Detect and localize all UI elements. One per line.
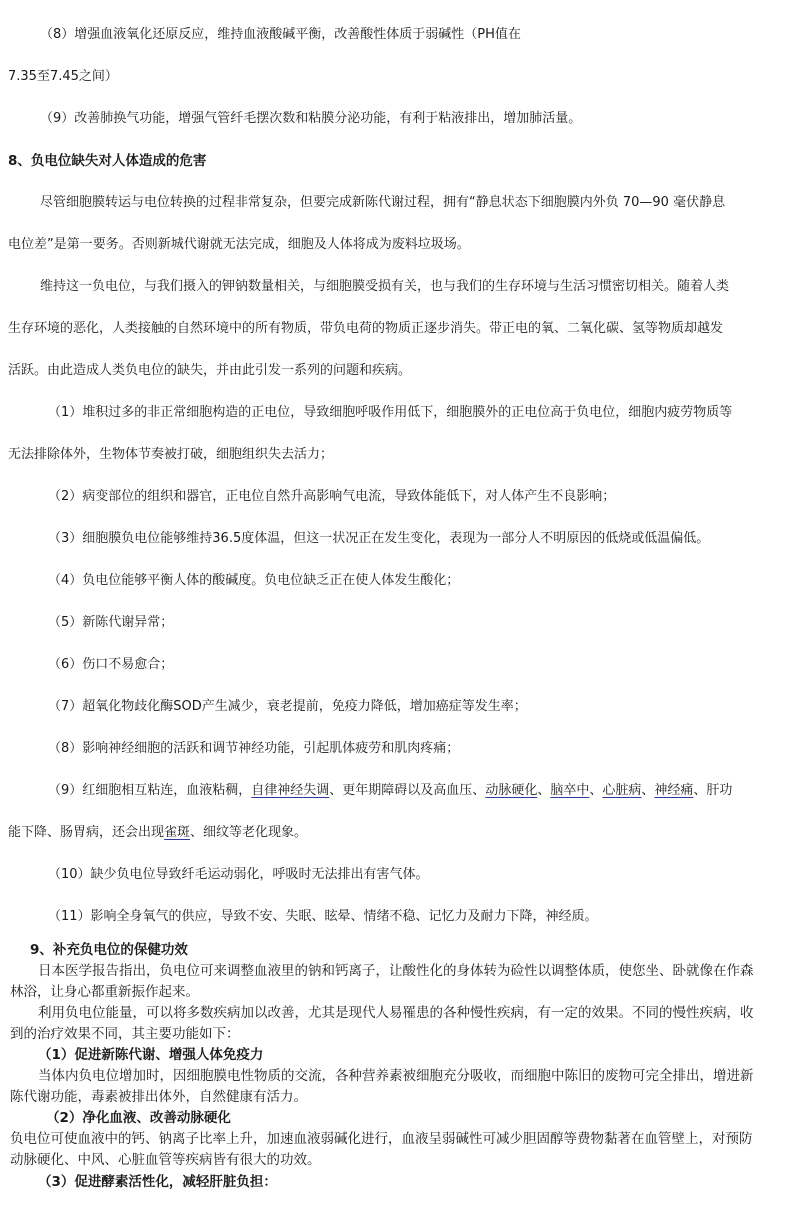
list-item-4: （4）负电位能够平衡人体的酸碱度。负电位缺乏正在使人体发生酸化； [48,573,460,588]
sub-2-line-2: 动脉硬化、中风、心脏血管等疾病皆有很大的功效。 [10,1152,321,1168]
paragraph-2-line-1: 维持这一负电位，与我们摄入的钾钠数量相关，与细胞膜受损有关，也与我们的生存环境与生活习惯密切相关。随着人类 [40,279,730,294]
list-item-2: （2）病变部位的组织和器官，正电位自然升高影响气电流，导致体能低下，对人体产生不良影响； [48,489,616,504]
paragraph-1-line-1: 尽管细胞膜转运与电位转换的过程非常复杂，但要完成新陈代谢过程，拥有“静息状态下细胞膜内外负 70—90 毫伏静息 [40,195,726,210]
list-item-10: （10）缺少负电位导致纤毛运动弱化，呼吸时无法排出有害气体。 [48,867,429,882]
list-item-8: （8）影响神经细胞的活跃和调节神经功能，引起肌体疲劳和肌肉疼痛； [48,741,460,756]
link-arteriosclerosis[interactable]: 动脉硬化 [485,783,538,798]
subheading-2: （2）净化血液、改善动脉硬化 [46,1110,231,1126]
list-item-9-text-c: 、肝功 [693,783,733,798]
section-9-para-2-line-2: 到的治疗效果不同，其主要功能如下： [10,1026,240,1042]
list-item-9-text-b: 、更年期障碍以及高血压、 [329,783,486,798]
list-item-9-line-2 [8,824,307,842]
list-item-9-text-d: 能下降、肠胃病，还会出现 [8,825,165,840]
list-item-11: （11）影响全身氧气的供应，导致不安、失眠、眩晕、情绪不稳、记忆力及耐力下降，神经质。 [48,909,598,924]
link-freckles[interactable]: 雀斑 [164,825,191,840]
section-9-para-1-line-1: 日本医学报告指出，负电位可来调整血液里的钠和钙离子，让酸性化的身体转为硷性以调整体质，使您坐、卧就像在作森 [38,963,754,979]
link-neuralgia[interactable]: 神经痛 [654,783,694,798]
list-item-1-line-1: （1）堆积过多的非正常细胞构造的正电位，导致细胞呼吸作用低下，细胞膜外的正电位高于负电位，细胞内疲劳物质等 [48,405,733,420]
list-item-9-sep-3: 、 [641,783,655,798]
section-9-para-1-line-2: 林浴，让身心都重新振作起来。 [10,984,199,1000]
link-heart-disease[interactable]: 心脏病 [602,783,642,798]
item-8-line-2: 7.35至7.45之间） [8,69,118,84]
list-item-5: （5）新陈代谢异常； [48,615,174,630]
list-item-9-sep-2: 、 [589,783,603,798]
sub-1-line-1: 当体内负电位增加时，因细胞膜电性物质的交流，各种营养素被细胞充分吸收，而细胞中陈旧的废物可完全排出，增进新 [38,1068,754,1084]
list-item-1-line-2: 无法排除体外，生物体节奏被打破，细胞组织失去活力； [8,447,334,462]
subheading-1: （1）促进新陈代谢、增强人体免疫力 [38,1047,264,1063]
list-item-3: （3）细胞膜负电位能够维持36.5度体温，但这一状况正在发生变化，表现为一部分人不明原因的低烧或低温偏低。 [48,531,710,546]
subheading-3: （3）促进酵素活性化，减轻肝脏负担： [38,1174,277,1190]
list-item-9-text-e: 、细纹等老化现象。 [190,825,308,840]
link-stroke[interactable]: 脑卒中 [550,783,590,798]
list-item-9-sep-1: 、 [537,783,551,798]
list-item-9-text-a: （9）红细胞相互粘连，血液粘稠， [48,783,252,798]
item-8-line-1: （8）增强血液氧化还原反应，维持血液酸碱平衡，改善酸性体质于弱碱性（PH值在 [40,27,521,42]
sub-1-line-2: 陈代谢功能，毒素被排出体外，自然健康有活力。 [10,1089,307,1105]
heading-section-8: 8、负电位缺失对人体造成的危害 [8,153,207,169]
item-9-text: （9）改善肺换气功能，增强气管纤毛摆次数和粘膜分泌功能，有利于粘液排出，增加肺活量。 [40,111,582,126]
link-autonomic-disorder[interactable]: 自律神经失调 [251,783,330,798]
heading-section-9: 9、补充负电位的保健功效 [30,942,188,958]
list-item-7: （7）超氧化物歧化酶SOD产生减少，衰老提前，免疫力降低，增加癌症等发生率； [48,699,527,714]
list-item-6: （6）伤口不易愈合； [48,657,174,672]
section-9-para-2-line-1: 利用负电位能量，可以将多数疾病加以改善，尤其是现代人易罹患的各种慢性疾病，有一定的效果。不同的慢性疾病，收 [38,1005,754,1021]
paragraph-1-line-2: 电位差”是第一要务。否则新城代谢就无法完成，细胞及人体将成为废料垃圾场。 [8,237,470,252]
paragraph-2-line-2: 生存环境的恶化，人类接触的自然环境中的所有物质，带负电荷的物质正逐步消失。带正电的氧、二氧化碳、氢等物质却越发 [8,321,724,336]
list-item-9-line-1 [48,782,732,800]
sub-2-line-1: 负电位可使血液中的钙、钠离子比率上升，加速血液弱碱化进行，血液呈弱碱性可减少胆固醇等费物黏著在血管壁上，对预防 [10,1131,753,1147]
paragraph-2-line-3: 活跃。由此造成人类负电位的缺失，并由此引发一系列的问题和疾病。 [8,363,412,378]
